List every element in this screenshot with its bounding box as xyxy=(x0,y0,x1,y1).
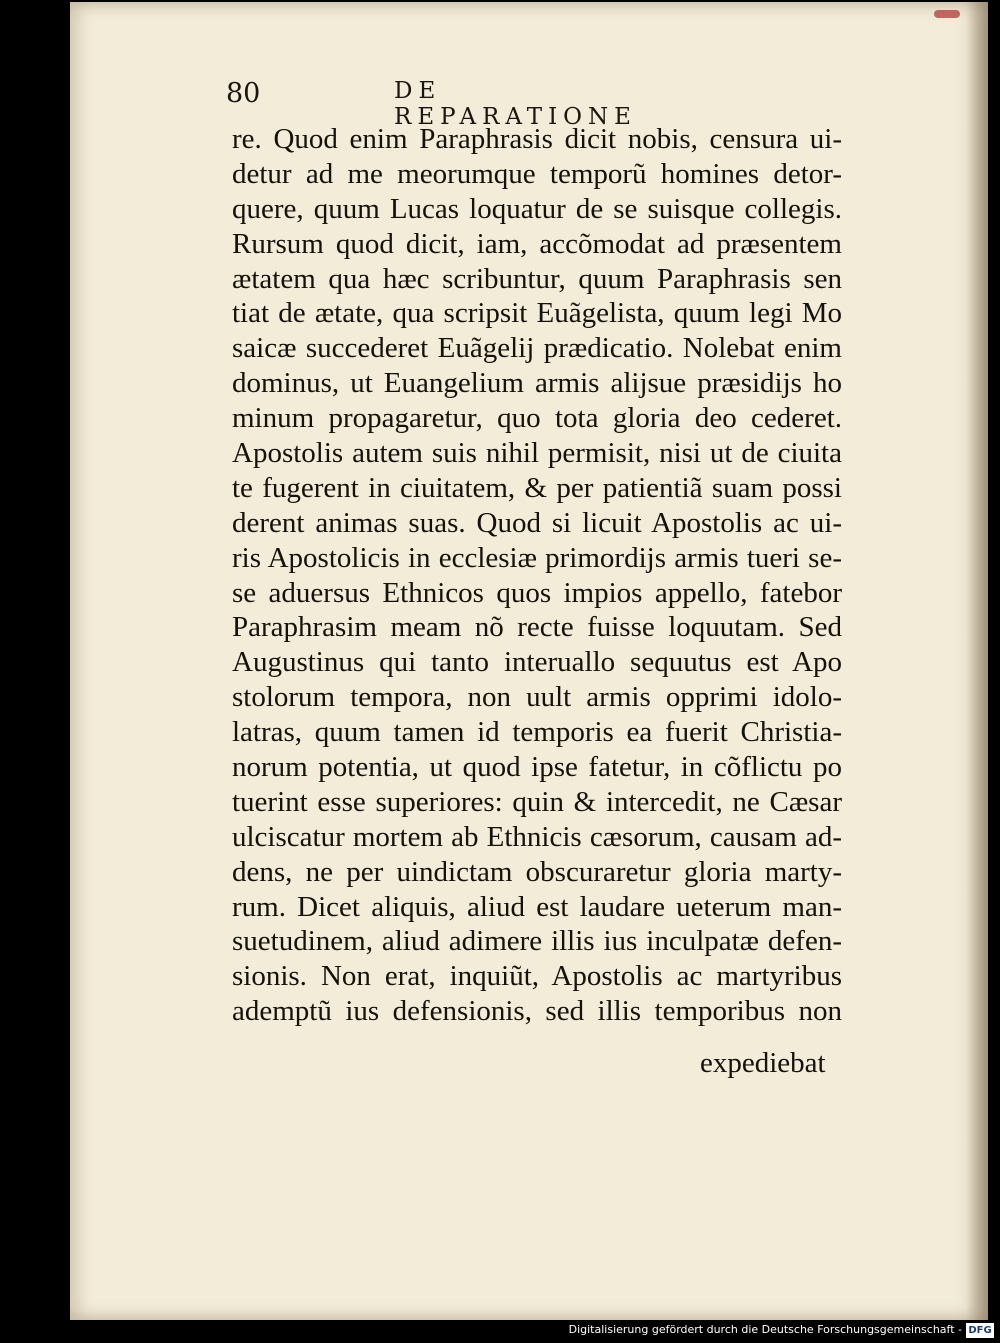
text-line: norum potentia, ut quod ipse fatetur, in cõflictu po xyxy=(232,751,842,784)
text-line: ademptũ ius defensionis, sed illis temporibus non xyxy=(232,995,842,1028)
text-line: Paraphrasim meam nõ recte fuisse loquutam. Sed xyxy=(232,611,842,644)
text-line: dens, ne per uindictam obscuraretur gloria marty- xyxy=(232,855,842,888)
text-line: Rursum quod dicit, iam, accõmodat ad præsentem xyxy=(232,227,842,260)
text-line: dominus, ut Euangelium armis alijsue præsidijs ho xyxy=(232,367,842,400)
text-line: quere, quum Lucas loquatur de se suisque collegis. xyxy=(232,192,842,225)
running-head: DE REPARATIONE xyxy=(394,78,637,130)
text-line: Augustinus qui tanto interuallo sequutus est Apo xyxy=(232,646,842,679)
text-line: rum. Dicet aliquis, aliud est laudare ueterum man- xyxy=(232,890,842,923)
text-line: tiat de ætate, qua scripsit Euãgelista, quum legi Mo xyxy=(232,297,842,330)
catchword: expediebat xyxy=(700,1047,826,1079)
text-line: tuerint esse superiores: quin & intercedit, ne Cæsar xyxy=(232,785,842,818)
page-number: 80 xyxy=(226,78,261,109)
text-line: ris Apostolicis in ecclesiæ primordijs armis tueri se- xyxy=(232,541,842,574)
text-line: saicæ succederet Euãgelij prædicatio. Nolebat enim xyxy=(232,332,842,365)
text-line: Apostolis autem suis nihil permisit, nisi ut de ciuita xyxy=(232,437,842,470)
text-line: derent animas suas. Quod si licuit Apostolis ac ui- xyxy=(232,506,842,539)
text-line: re. Quod enim Paraphrasis dicit nobis, censura ui- xyxy=(232,123,842,155)
text-line: latras, quum tamen id temporis ea fuerit Christia- xyxy=(232,716,842,749)
funding-credit: Digitalisierung gefördert durch die Deutsche Forschungsgemeinschaft - xyxy=(568,1323,962,1336)
text-line: te fugerent in ciuitatem, & per patientiã suam possi xyxy=(232,471,842,504)
text-line: detur ad me meorumque temporũ homines detor- xyxy=(232,157,842,190)
text-line: se aduersus Ethnicos quos impios appello, fatebor xyxy=(232,576,842,609)
text-line: ulciscatur mortem ab Ethnicis cæsorum, causam ad- xyxy=(232,820,842,853)
text-line: sionis. Non erat, inquiũt, Apostolis ac martyribus xyxy=(232,960,842,993)
page-edge-shadow xyxy=(966,2,988,1320)
footer-bar xyxy=(0,1320,1000,1343)
corner-stain xyxy=(934,10,960,18)
text-line: suetudinem, aliud adimere illis ius inculpatæ defen- xyxy=(232,925,842,958)
body-text xyxy=(232,122,842,1029)
text-line: stolorum tempora, non uult armis opprimi idolo- xyxy=(232,681,842,714)
text-line: minum propagaretur, quo tota gloria deo cederet. xyxy=(232,402,842,435)
page-header xyxy=(226,78,696,130)
dfg-logo-icon: DFG xyxy=(966,1323,994,1338)
text-line: ætatem qua hæc scribuntur, quum Paraphrasis sen xyxy=(232,262,842,295)
